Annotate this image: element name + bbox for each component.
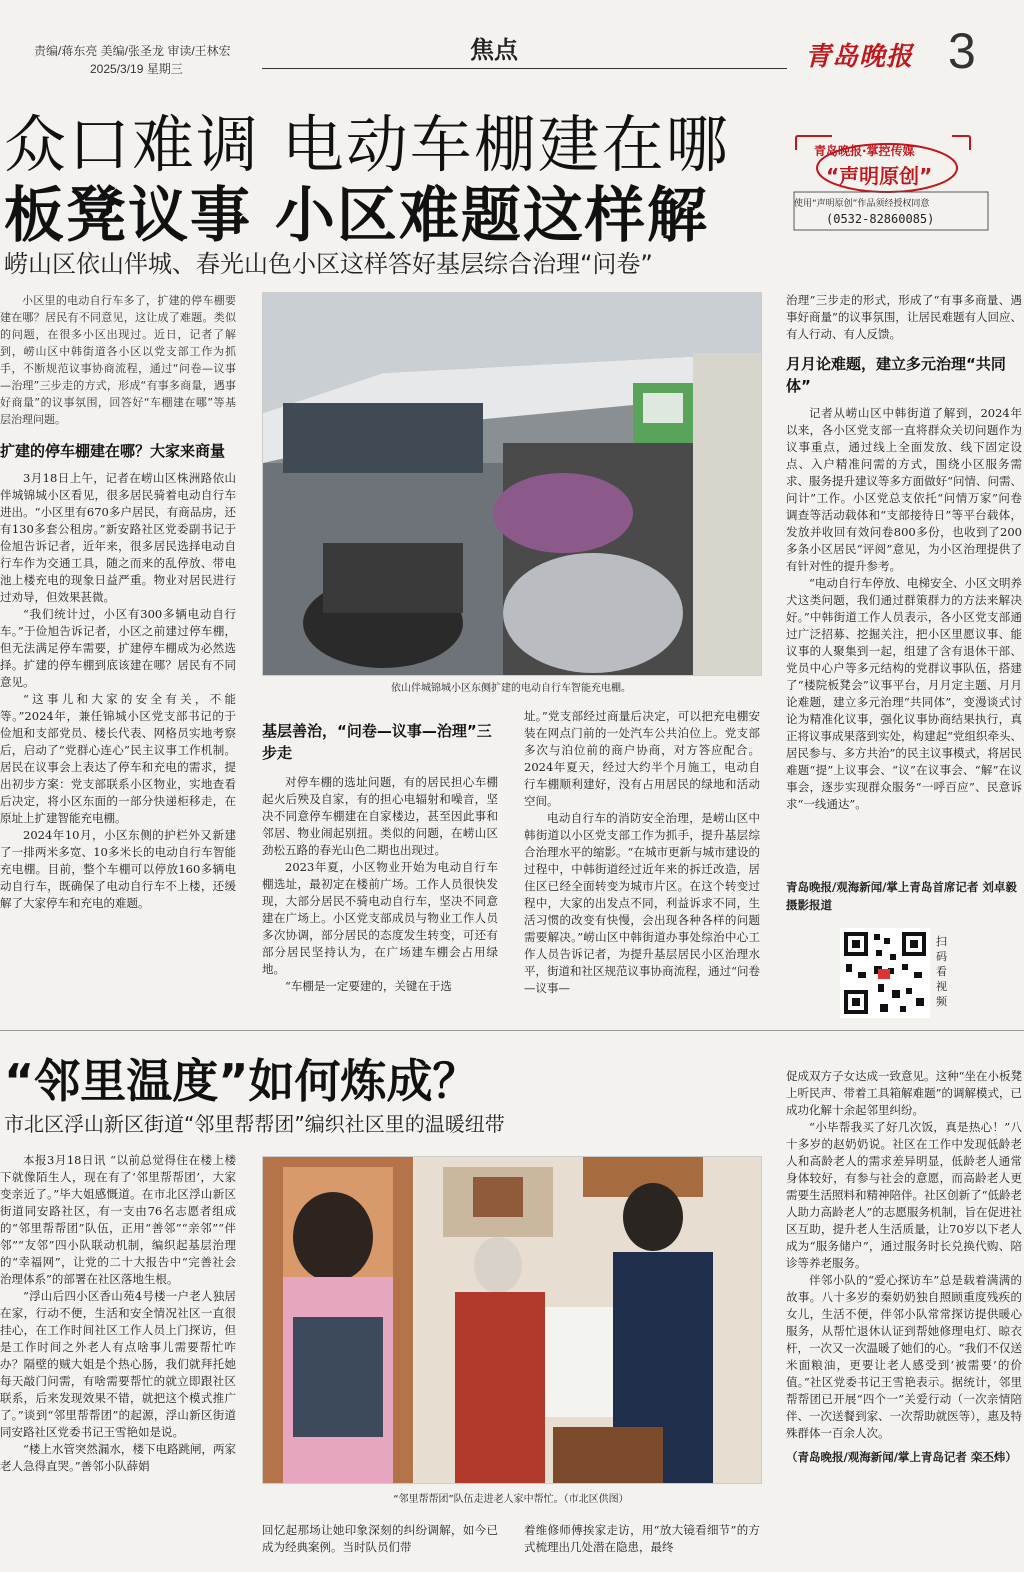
paragraph: 址。”党支部经过商量后决定，可以把充电棚安装在网点门前的一处汽车公共泊位上。党支部多次与泊位前的商户协商，对方答应配合。2024年夏天，经过大约半个月施工，电动自行车棚顺利建好，没有占用居民的绿地和活动空间。 xyxy=(524,709,760,808)
paragraph: 治理”三步走的形式，形成了“有事多商量、遇事好商量”的议事氛围，让居民难题有人回应、有人行动、有人反馈。 xyxy=(786,293,1022,341)
article2-col3 xyxy=(524,1522,760,1556)
paragraph: 2023年夏，小区物业开始为电动自行车棚选址，最初定在楼前广场。工作人员很快发现，大部分居民不骑电动自行车，坚决不同意建在广场上。小区党支部成员与物业工作人员多次协调，部分居民的态度发生转变，可还有部分居民坚持认为，在广场建车棚会占用绿地。 xyxy=(262,860,498,976)
paragraph: 2024年10月，小区东侧的护栏外又新建了一排两米多宽、10多米长的电动自行车智能充电棚。目前，整个车棚可以停放160多辆电动自行车，既确保了电动自行车不上楼，还缓解了大家停车和充电的难题。 xyxy=(0,828,236,910)
article-subtitle: 崂山区依山伴城、春光山色小区这样答好基层综合治理“问卷” xyxy=(4,250,653,278)
headline-line1: 众口难调 电动车棚建在哪 xyxy=(4,108,730,181)
paragraph: 促成双方子女达成一致意见。这种“坐在小板凳上听民声、带着工具箱解难题”的调解模式，已成功化解十余起邻里纠纷。 xyxy=(786,1069,1022,1117)
article2-subtitle: 市北区浮山新区街道“邻里帮帮团”编织社区里的温暖纽带 xyxy=(4,1112,505,1136)
article1-credit: 青岛晚报/观海新闻/掌上青岛首席记者 刘卓毅 摄影报道 xyxy=(786,880,1017,912)
paragraph: “楼上水管突然漏水，楼下电路跳闸，两家老人急得直哭。”善邻小队薛娟 xyxy=(0,1442,236,1473)
article2-credit: （青岛晚报/观海新闻/掌上青岛记者 栾丕炜） xyxy=(786,1450,1017,1464)
paragraph: “我们统计过，小区有300多辆电动自行车。”于俭旭告诉记者，小区之前建过停车棚，但无法满足停车需要，扩建停车棚成为必然选择。扩建的停车棚到底该建在哪？居民有不同意见。 xyxy=(0,607,236,689)
date-line: 2025/3/19 星期三 xyxy=(90,62,183,76)
section-heading: 扩建的停车棚建在哪？大家来商量 xyxy=(0,442,226,460)
headline-line2: 板凳议事 小区难题这样解 xyxy=(4,181,709,251)
paragraph: 对停车棚的选址问题，有的居民担心车棚起火后殃及自家，有的担心电辐射和噪音，坚决不同意停车棚建在自家楼边，甚至因此事和邻居、物业闹起别扭。类似的问题，在崂山区劲松五路的春光山色二期也出现过。 xyxy=(262,775,498,857)
newspaper-logo: 青岛晚报 xyxy=(805,42,914,72)
photo-volunteers-visit xyxy=(262,1156,762,1484)
charging-shed-photo-image xyxy=(263,293,761,675)
paragraph: “浮山后四小区香山苑4号楼一户老人独居在家，行动不便，生活和安全情况社区一直很挂心，在工作时间社区工作人员上门探访，但是工作时间之外老人有点啥事儿需要帮忙咋办？隔壁的贼大姐是个热心肠，我们就拜托她每天敲门问需，有啥需要帮忙的就立即跟社区联系，后来发现效果不错，就把这个模式推广了。”谈到“邻里帮帮团”的起源，浮山新区街道同安路社区党委书记王雪艳如是说。 xyxy=(0,1289,236,1439)
paragraph: 电动自行车的消防安全治理，是崂山区中韩街道以小区党支部工作为抓手，提升基层综合治理水平的缩影。“在城市更新与城市建设的过程中，中韩街道经过近年来的拆迁改造，居住区已经全面转变为城市片区。在这个转变过程中，大家的出发点不同，利益诉求不同，生活习惯的改变有快慢，会出现各种各样的问题需要解决。”崂山区中韩街道办事处综治中心工作人员告诉记者，为提升基层居民小区治理水平，街道和社区规范议事协商流程，通过“问卷—议事— xyxy=(524,811,760,995)
article1-col4 xyxy=(786,292,1022,813)
paragraph: “小毕帮我买了好几次饭，真是热心！”八十多岁的赵奶奶说。社区在工作中发现低龄老人和高龄老人的需求差异明显，低龄老人通常身体较好，有参与社会的意愿，而高龄老人更需要生活照料和精神陪伴。社区创新了“低龄老人助力高龄老人”的志愿服务机制，旨在促进社区互助，提升老人生活质量，让70岁以下老人成为“服务储户”，通过服务时长兑换代购、陪诊等养老服务。 xyxy=(786,1120,1022,1270)
stamp-line2: “声明原创” xyxy=(826,164,933,188)
article1-col1 xyxy=(0,292,236,912)
editor-line: 责编/蒋东亮 美编/张圣龙 审读/王林宏 xyxy=(34,44,231,58)
paragraph: “电动自行车停放、电梯安全、小区文明养犬这类问题，我们通过群策群力的方法来解决好。”中韩街道工作人员表示，各小区党支部通过广泛招募、挖掘关注，把小区里愿议事、能议事的人聚集到一起，组建了含有退休干部、党员中心户等多元结构的党群议事队伍，搭建了“楼院板凳会”议事平台，月月定主题、月月论难题，建立多元治理“共同体”，变漫谈式讨论为精准化议事，强化议事协商结果执行，真正将议事成果落到实处，构建起“党组织牵头、居民参与、多方共治”的民主议事模式，将居民难题“提”上议事会、“议”在议事会、“解”在议事会，逐步实现群众服务“一呼百应”、民意诉求“一线通达”。 xyxy=(786,576,1022,811)
photo-charging-shed xyxy=(262,292,762,676)
paragraph: 伴邻小队的“爱心探访车”总是载着满满的故事。八十多岁的秦奶奶独自照顾重度残疾的女儿，生活不便，伴邻小队常常探访提供暖心服务，从帮忙退休认证到帮她修理电灯、晾衣杆，一次又一次温暖了她们的心。“我们不仅送米面粮油，更要让老人感受到‘被需要’的价值。”社区党委书记王雪艳表示。据统计，邻里帮帮团已开展“四个一”关爱行动（一次亲情陪伴、一次送餐到家、一次帮助就医等），惠及特殊群体一百余人次。 xyxy=(786,1273,1022,1440)
paragraph: 3月18日上午，记者在崂山区株洲路依山伴城锦城小区看见，很多居民骑着电动自行车进出。“小区里有670多户居民，有商品房，还有130多套公租房。”新安路社区党委副书记于俭旭告诉记者，近年来，很多居民选择电动自行车作为交通工具，随之而来的乱停放、带电池上楼充电的现象日益严重。物业对居民进行过劝导，但效果甚微。 xyxy=(0,471,236,604)
paragraph: “车棚是一定要建的，关键在于选 xyxy=(285,979,452,993)
qr-code-icon xyxy=(840,928,930,1018)
stamp-line3: 使用“声明原创”作品须经授权同意 xyxy=(794,199,930,209)
photo1-caption: 依山伴城锦城小区东侧扩建的电动自行车智能充电棚。 xyxy=(391,683,631,694)
stamp-line1: 青岛晚报·掌控传媒 xyxy=(814,144,915,158)
volunteers-visit-photo-image xyxy=(263,1157,761,1483)
article-lead: 小区里的电动自行车多了，扩建的停车棚要建在哪？居民有不同意见，这让成了难题。类似的问题，在很多小区出现过。近日，记者了解到，崂山区中韩街道各小区以党支部工作为抓手，不断规范议事协商流程，通过“问卷—议事—治理”三步走的方式，形成“有事多商量，遇事好商量”的议事氛围，回答好“车棚建在哪”等基层治理问题。 xyxy=(0,294,236,426)
stamp-phone: (0532-82860085) xyxy=(826,212,935,226)
paragraph: 本报3月18日讯 “以前总觉得住在楼上楼下就像陌生人，现在有了‘邻里帮帮团’，大家变亲近了。”毕大姐感慨道。在市北区浮山新区街道同安路社区，有一支由76名志愿者组成的“邻里帮帮团”队伍，正用“善邻”“亲邻”“伴邻”“友邻”四小队联动机制，编织起基层治理的“幸福网”，让党的二十大报告中“完善社会治理体系”的部署在社区落地生根。 xyxy=(0,1153,236,1286)
section-name: 焦点 xyxy=(470,36,518,64)
section-heading: 基层善治，“问卷—议事—治理”三步走 xyxy=(262,722,492,762)
qr-code[interactable] xyxy=(840,928,930,1018)
paragraph: 回忆起那场让她印象深刻的纠纷调解，如今已成为经典案例。当时队员们带 xyxy=(262,1523,498,1554)
article2-headline: “邻里温度”如何炼成？ xyxy=(4,1054,479,1108)
article1-col2 xyxy=(262,720,498,995)
copyright-stamp xyxy=(792,132,992,242)
header-rule xyxy=(262,68,787,69)
article1-col3 xyxy=(524,708,760,997)
paragraph: 着维修师傅挨家走访，用“放大镜看细节”的方式梳理出几处潜在隐患，最终 xyxy=(524,1523,760,1554)
section-heading: 月月论难题，建立多元治理“共同体” xyxy=(786,355,1006,395)
article2-col4 xyxy=(786,1068,1022,1466)
paragraph: “这事儿和大家的安全有关，不能等。”2024年，兼任锦城小区党支部书记的于俭旭和支部党员、楼长代表、网格员实地考察后，启动了“党群心连心”民主议事工作机制。居民在议事会上表达了停车和充电的需求，提出初步方案：党支部联系小区物业，实地查看后决定，将小区东面的一部分快递柜移走，在原址上扩建智能充电棚。 xyxy=(0,692,236,825)
photo2-caption: “邻里帮帮团”队伍走进老人家中帮忙。（市北区供图） xyxy=(393,1494,629,1505)
qr-label: 扫码看视频 xyxy=(936,935,947,1008)
article2-col1 xyxy=(0,1152,236,1475)
paragraph: 记者从崂山区中韩街道了解到，2024年以来，各小区党支部一直将群众关切问题作为议事重点，通过线上全面发放、线下固定设点、入户精准问需的方式，围绕小区服务需求、服务提升建议等多方面做好“问情、问需、问计”工作。小区党总支依托“问情万家”问卷调查等活动载体和“支部接待日”等平台载体，发放并收回有效问卷800多份，也收到了200多条小区居民“评阅”意见，为小区治理提供了有针对性的提升参考。 xyxy=(786,406,1022,573)
article2-col2 xyxy=(262,1522,498,1556)
page-number: 3 xyxy=(948,23,976,79)
editor-info xyxy=(34,42,231,78)
article-divider xyxy=(0,1030,1024,1031)
